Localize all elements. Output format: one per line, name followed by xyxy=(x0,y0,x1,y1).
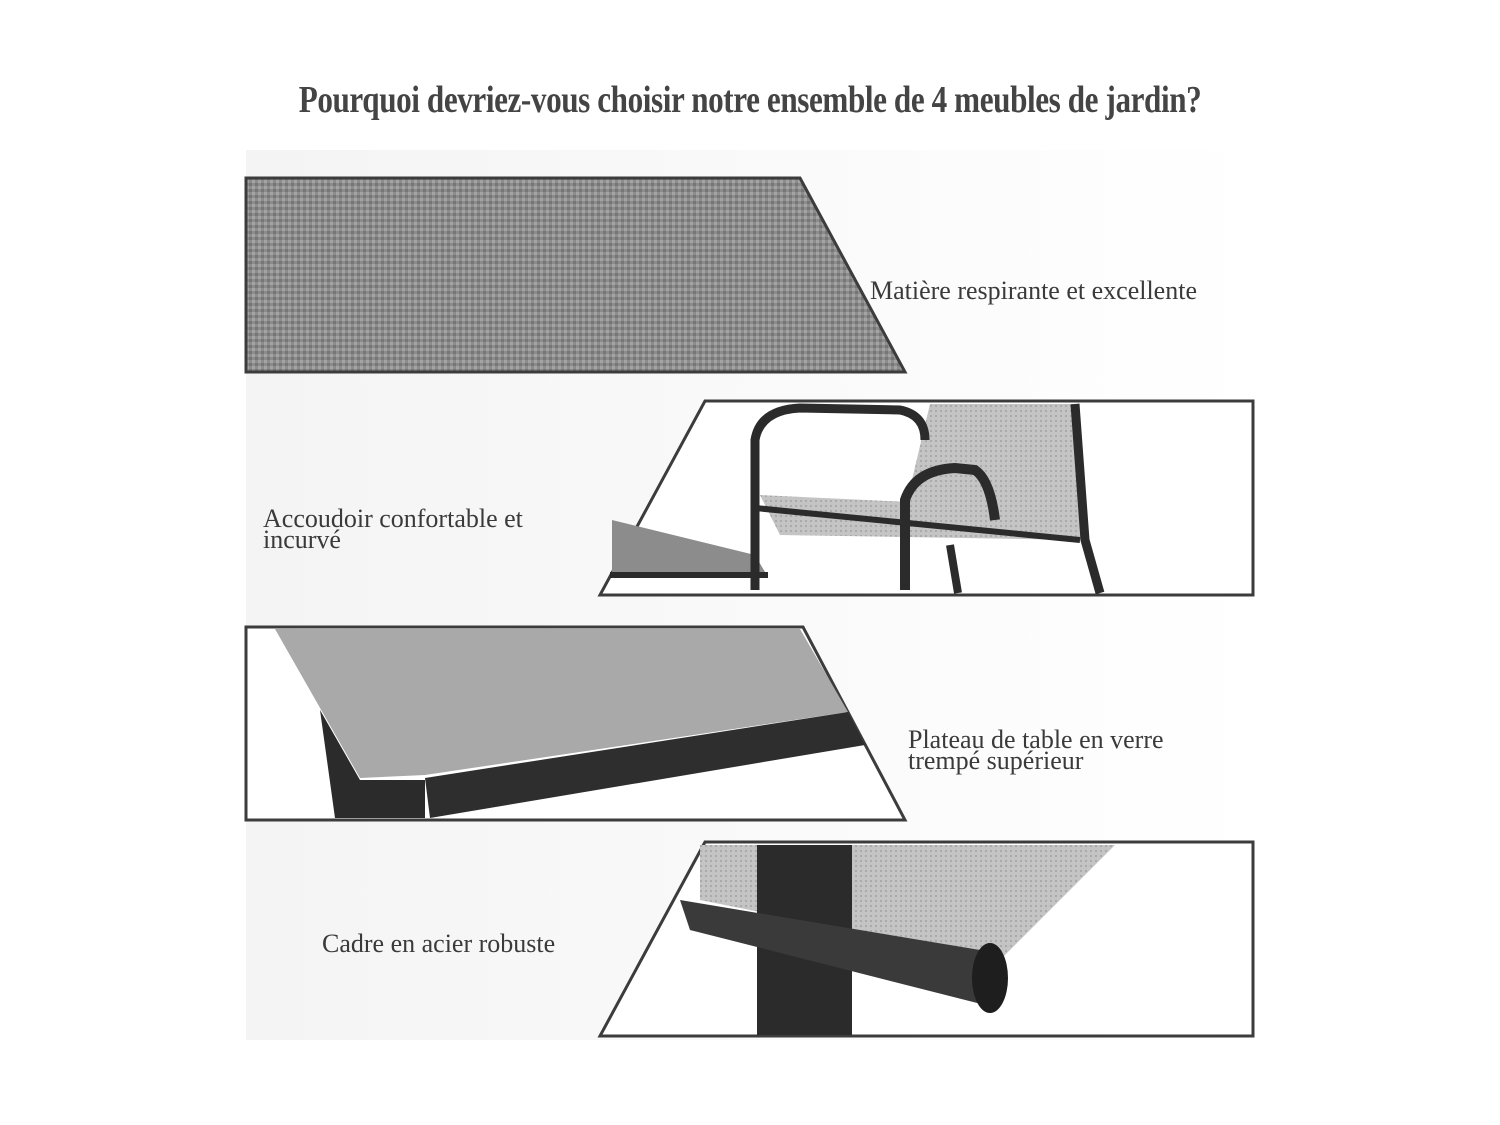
chair-armrest-panel xyxy=(600,401,1253,595)
steel-frame-panel xyxy=(600,842,1253,1036)
page-title: Pourquoi devriez-vous choisir notre ensemble de 4 meubles de jardin? xyxy=(298,79,1202,121)
feature-label-armrest: Accoudoir confortable et incurvé xyxy=(263,504,523,554)
feature-label-breathable-material: Matière respirante et excellente xyxy=(870,276,1197,305)
feature-label-glass-top: Plateau de table en verre trempé supérieur xyxy=(908,725,1164,775)
feature-label-steel-frame: Cadre en acier robuste xyxy=(322,929,556,958)
fabric-panel xyxy=(246,178,905,372)
glass-table-panel xyxy=(246,627,905,820)
